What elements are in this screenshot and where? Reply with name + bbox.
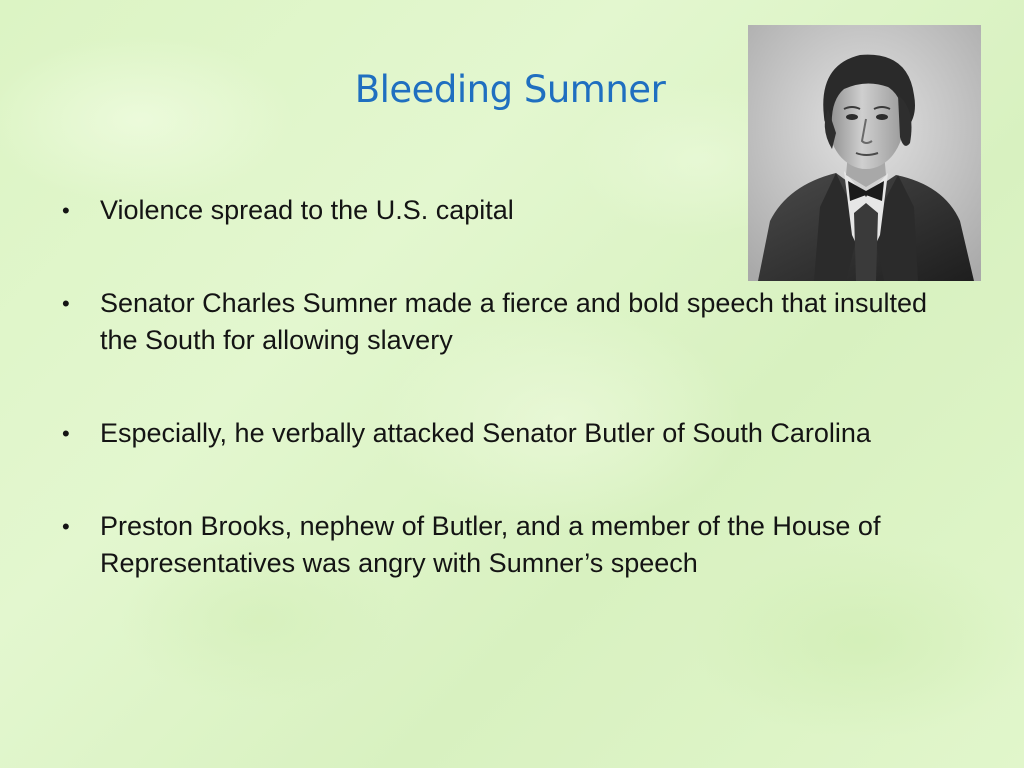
bullet-item xyxy=(62,508,970,582)
bullet-item xyxy=(62,285,970,359)
bullet-marker: • xyxy=(62,421,70,446)
bullet-text: Senator Charles Sumner made a fierce and bold speech that insulted the South for allowing slavery xyxy=(100,288,927,355)
bullet-marker: • xyxy=(62,514,70,539)
bullet-item xyxy=(62,415,970,452)
bullet-text: Especially, he verbally attacked Senator Butler of South Carolina xyxy=(100,418,871,448)
bullet-text: Violence spread to the U.S. capital xyxy=(100,195,514,225)
slide-title: Bleeding Sumner xyxy=(354,68,666,111)
bullet-list xyxy=(62,192,972,582)
bullet-marker: • xyxy=(62,198,70,223)
bullet-text: Preston Brooks, nephew of Butler, and a member of the House of Representatives was angry with Sumner’s speech xyxy=(100,511,881,578)
bullet-marker: • xyxy=(62,291,70,316)
bullet-item xyxy=(62,192,660,229)
